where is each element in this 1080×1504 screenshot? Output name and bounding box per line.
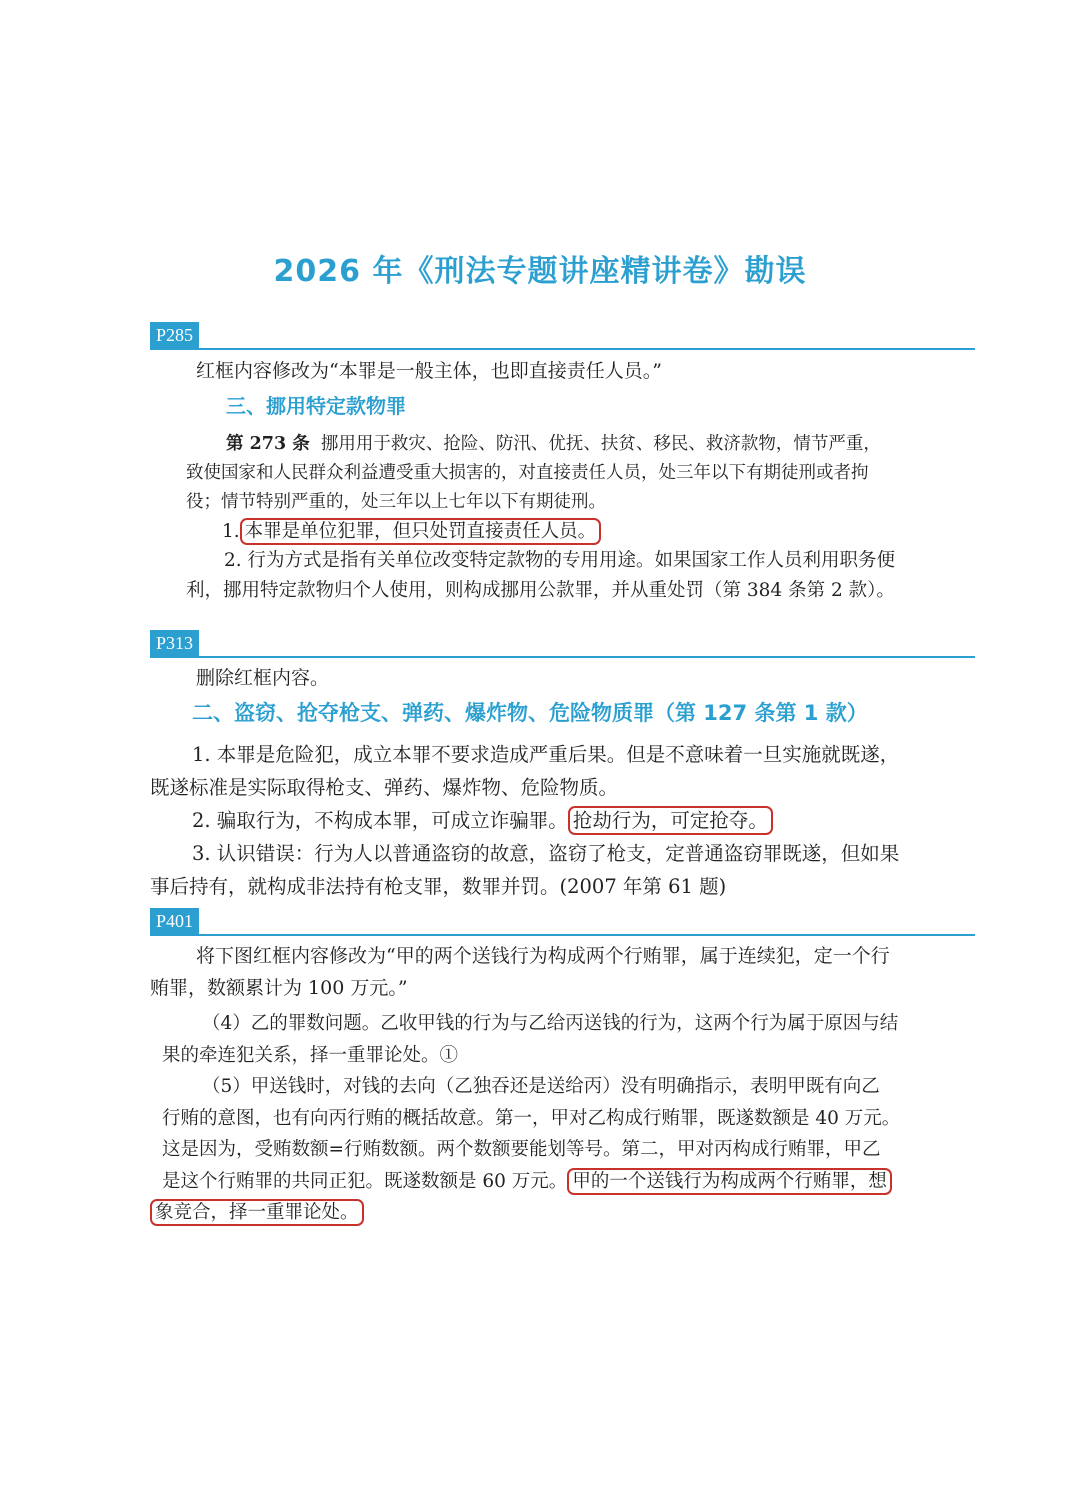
red-box-highlight: 本罪是单位犯罪，但只处罚直接责任人员。 xyxy=(240,518,602,545)
correction-instruction: 红框内容修改为“本罪是一般主体，也即直接责任人员。” xyxy=(196,360,662,382)
paragraph-line: 果的牵连犯关系，择一重罪论处。① xyxy=(162,1044,459,1066)
page-tag: P313 xyxy=(150,630,199,656)
section-header-p401 xyxy=(150,908,975,938)
section-header-p313 xyxy=(150,630,975,660)
excerpt-article xyxy=(186,430,946,517)
excerpt-paragraphs xyxy=(155,1008,972,1229)
paragraph-line: 既遂标准是实际取得枪支、弹药、爆炸物、危险物质。 xyxy=(150,776,619,799)
excerpt-item-2 xyxy=(186,546,956,606)
paragraph-line: 这是因为，受贿数额=行贿数额。两个数额要能划等号。第二，甲对丙构成行贿罪，甲乙 xyxy=(162,1139,881,1160)
paragraph-line: 2. 骗取行为，不构成本罪，可成立诈骗罪。 xyxy=(192,809,568,832)
article-number: 第 273 条 xyxy=(226,434,310,454)
paragraph-line: 行贿的意图，也有向丙行贿的概括故意。第一，甲对乙构成行贿罪，既遂数额是 40 万元。 xyxy=(162,1107,901,1129)
excerpt-item-1 xyxy=(222,517,601,547)
item-text-line: 利，挪用特定款物归个人使用，则构成挪用公款罪，并从重处罚（第 384 条第 2 款）。 xyxy=(186,580,895,601)
article-text-line: 挪用用于救灾、抢险、防汛、优抚、扶贫、移民、救济款物，情节严重， xyxy=(320,434,881,454)
paragraph-line: 1. 本罪是危险犯，成立本罪不要求造成严重后果。但是不意味着一旦实施就既遂， xyxy=(192,743,900,766)
excerpt-paragraphs xyxy=(150,738,980,903)
page-title: 2026 年《刑法专题讲座精讲卷》勘误 xyxy=(273,254,807,289)
paragraph-line: （4）乙的罪数问题。乙收甲钱的行为与乙给丙送钱的行为，这两个行为属于原因与结 xyxy=(202,1013,899,1034)
instruction-line: 贿罪，数额累计为 100 万元。” xyxy=(150,977,408,999)
paragraph-line: 是这个行贿罪的共同正犯。既遂数额是 60 万元。 xyxy=(162,1170,568,1192)
correction-instruction xyxy=(150,940,980,1004)
red-box-highlight: 象竞合，择一重罪论处。 xyxy=(150,1199,364,1226)
article-text-line: 致使国家和人民群众利益遭受重大损害的，对直接责任人员，处三年以下有期徒刑或者拘 xyxy=(186,463,869,483)
item-number: 1. xyxy=(222,521,240,542)
paragraph-line: （5）甲送钱时，对钱的去向（乙独吞还是送给丙）没有明确指示，表明甲既有向乙 xyxy=(202,1076,880,1097)
section-divider xyxy=(150,934,975,936)
subheading-text: 二、盗窃、抢夺枪支、弹药、爆炸物、危险物质罪（第 127 条第 1 款） xyxy=(192,701,868,725)
subheading-text: 三、挪用特定款物罪 xyxy=(226,394,406,418)
page-tag: P401 xyxy=(150,908,199,934)
paragraph-line: 3. 认识错误：行为人以普通盗窃的故意，盗窃了枪支，定普通盗窃罪既遂，但如果 xyxy=(192,842,900,865)
page-tag: P285 xyxy=(150,322,199,348)
item-text-line: 2. 行为方式是指有关单位改变特定款物的专用用途。如果国家工作人员利用职务便 xyxy=(224,550,896,571)
subheading xyxy=(192,697,868,727)
red-box-highlight: 甲的一个送钱行为构成两个行贿罪，想 xyxy=(567,1168,892,1195)
subheading xyxy=(226,390,406,419)
article-text-line: 役；情节特别严重的，处三年以上七年以下有期徒刑。 xyxy=(186,492,606,512)
correction-instruction: 删除红框内容。 xyxy=(196,667,330,689)
paragraph-line: 事后持有，就构成非法持有枪支罪，数罪并罚。(2007 年第 61 题) xyxy=(150,875,727,898)
section-header-p285 xyxy=(150,322,975,352)
instruction-line: 将下图红框内容修改为“甲的两个送钱行为构成两个行贿罪，属于连续犯，定一个行 xyxy=(196,945,890,967)
section-divider xyxy=(150,348,975,350)
section-divider xyxy=(150,656,975,658)
red-box-highlight: 抢劫行为，可定抢夺。 xyxy=(568,806,773,835)
